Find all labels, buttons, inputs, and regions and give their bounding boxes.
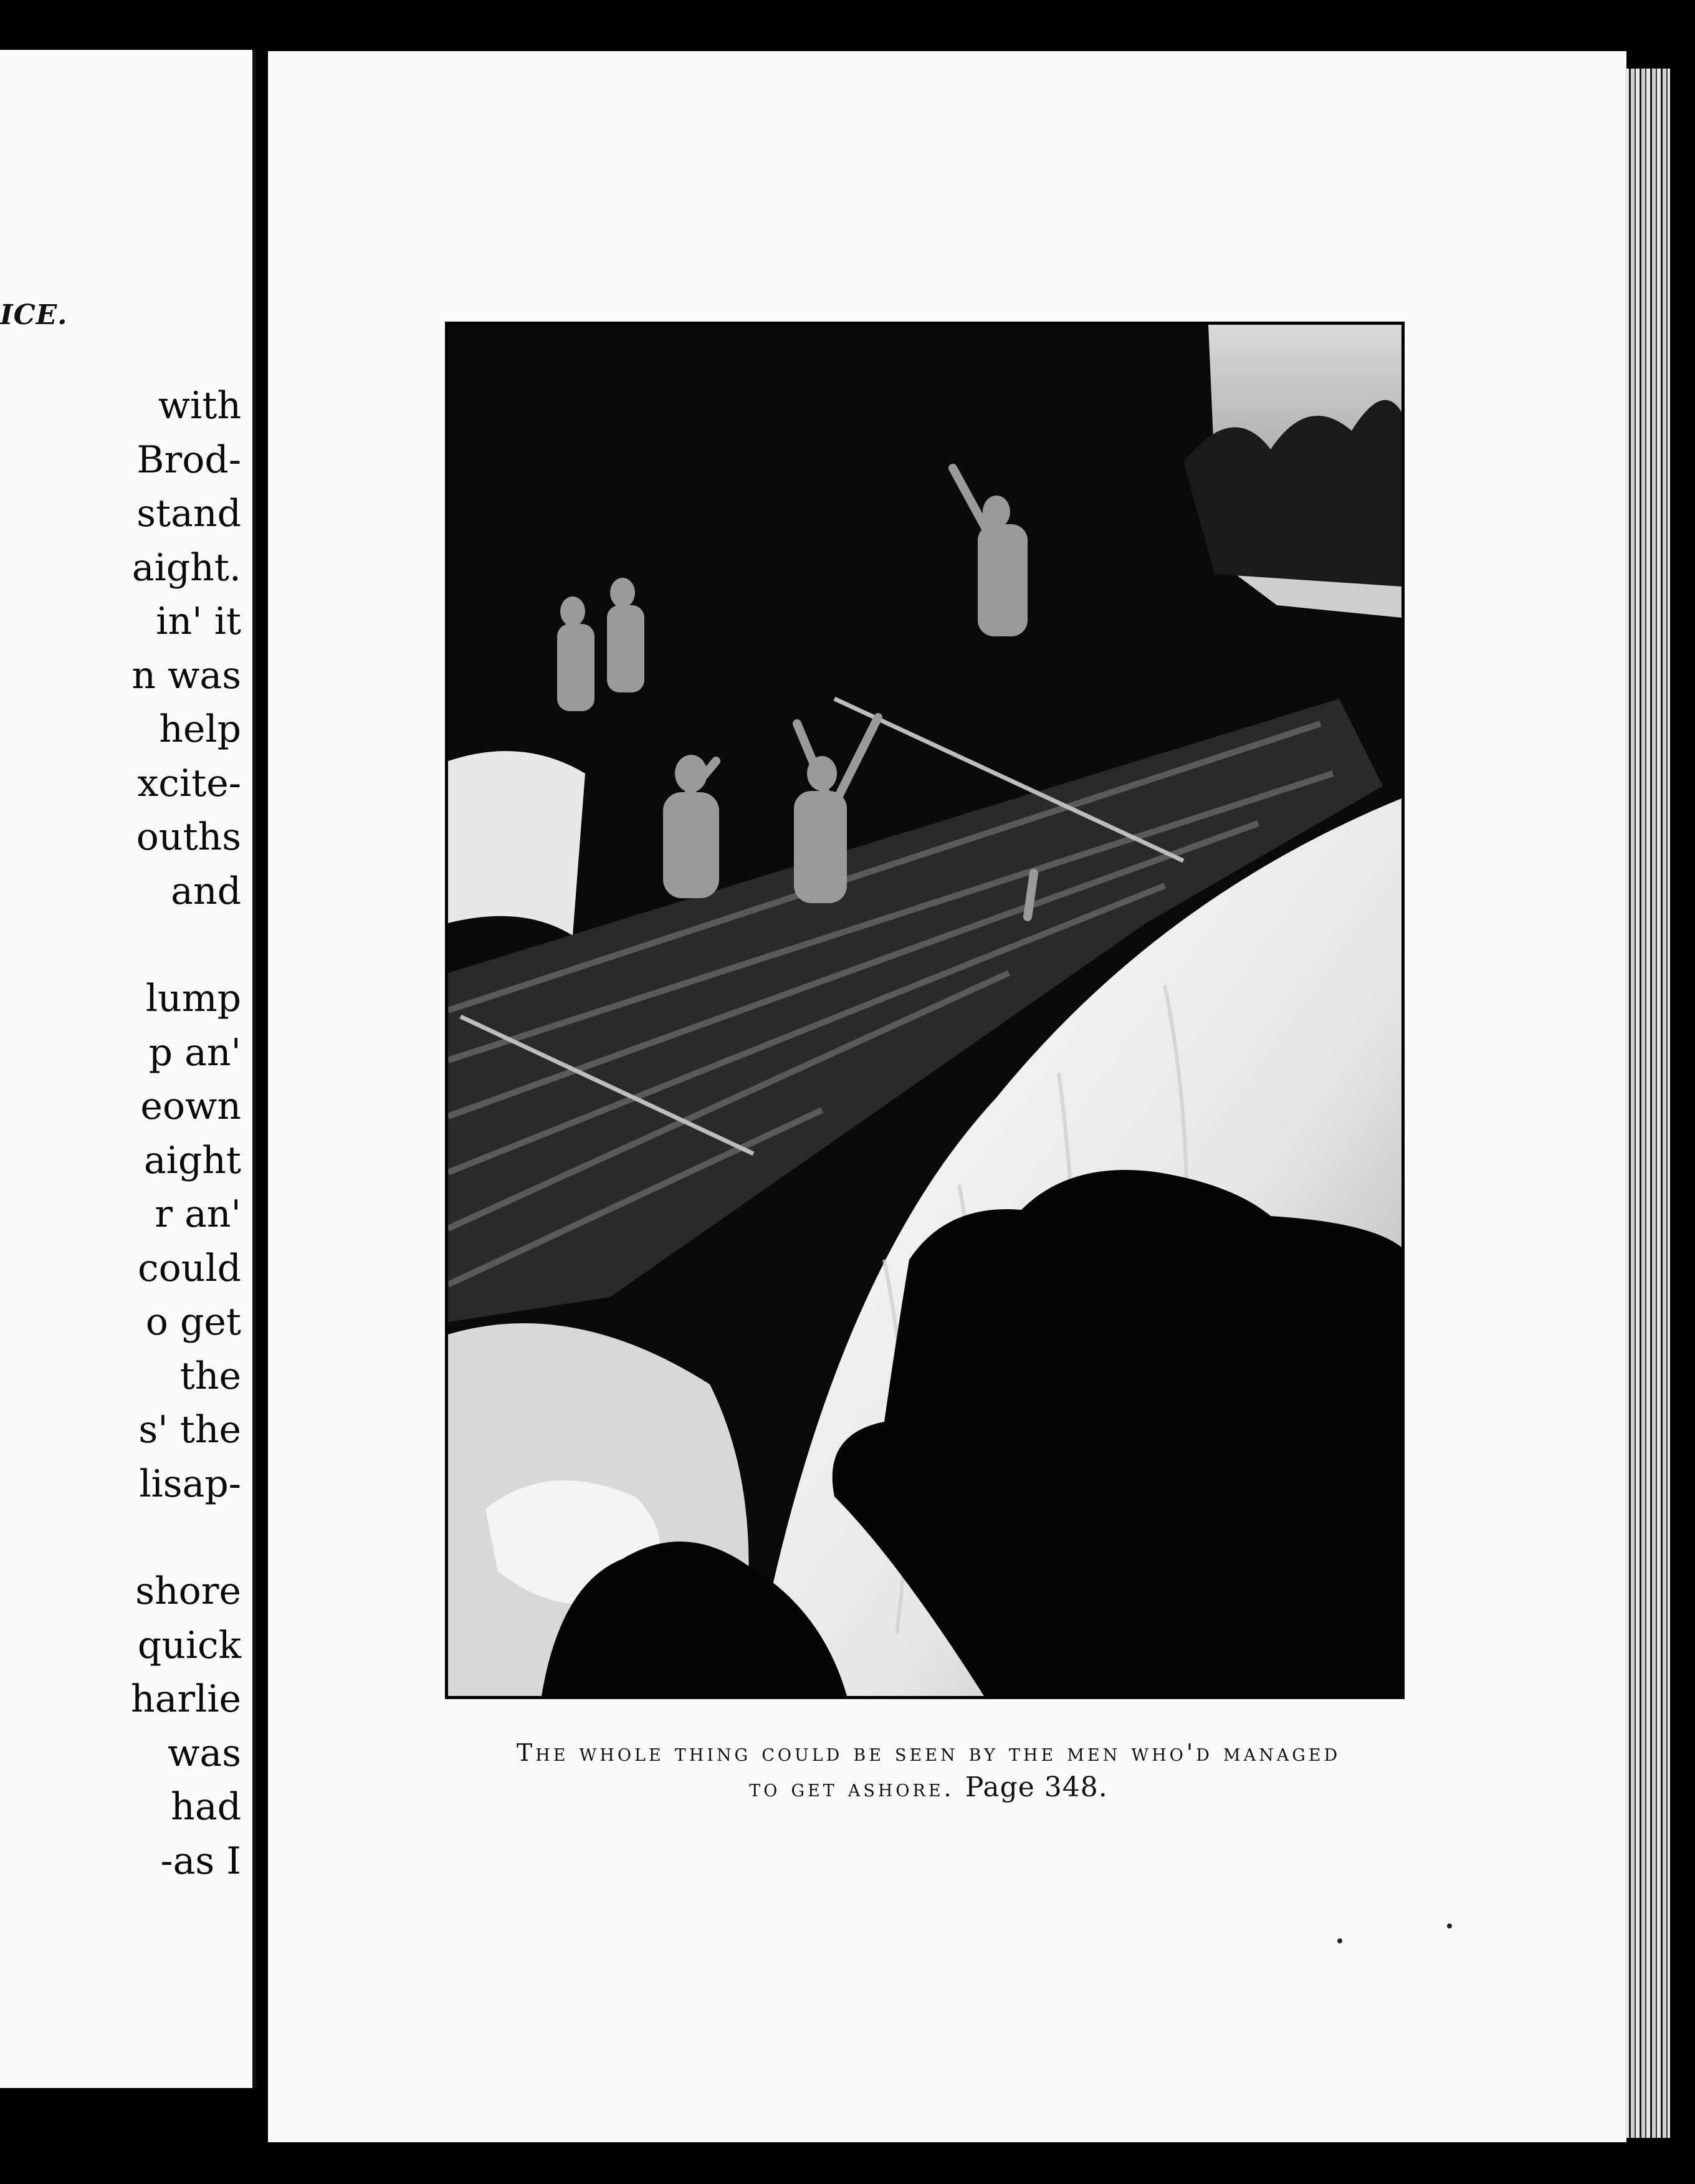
text-line: aight (143, 1138, 241, 1182)
page-edges (1625, 69, 1670, 2138)
text-line: ouths (136, 815, 241, 859)
text-line: stand (136, 492, 241, 535)
caption-line-1: The whole thing could be seen by the men who'd managed (516, 1739, 1341, 1766)
text-line: harlie (131, 1677, 241, 1721)
text-line: help (159, 707, 241, 751)
caption-line-2-text: to get ashore. (749, 1775, 955, 1802)
left-page (0, 50, 256, 2088)
illustration-plate (445, 322, 1405, 1699)
ink-speck (1337, 1938, 1342, 1943)
text-line: aight. (131, 545, 241, 590)
text-line: could (138, 1246, 241, 1290)
text-line: and (171, 869, 241, 913)
ink-speck (1447, 1923, 1452, 1928)
text-line: the (179, 1354, 241, 1398)
illustration-caption (399, 1735, 1458, 1806)
text-line: r an' (155, 1192, 241, 1236)
text-line: o get (145, 1300, 241, 1344)
text-line: was (168, 1731, 241, 1775)
text-line: lump (145, 977, 241, 1020)
caption-line-2 (399, 1770, 1458, 1806)
text-line: Brod- (136, 438, 241, 482)
page-reference: Page 348. (965, 1771, 1108, 1803)
text-line: with (158, 384, 241, 428)
text-line: quick (137, 1623, 241, 1667)
text-line: lisap- (139, 1462, 241, 1506)
running-head: ICE. (0, 299, 68, 331)
text-line: xcite- (137, 761, 241, 805)
text-line: p an' (148, 1030, 241, 1075)
text-line: shore (135, 1569, 241, 1613)
waterfall-illustration (448, 325, 1401, 1696)
text-line: had (171, 1785, 241, 1829)
text-line: n was (131, 653, 241, 697)
text-line: in' it (156, 600, 241, 643)
body-text (0, 379, 241, 1888)
text-line: eown (140, 1085, 241, 1128)
text-line: s' the (138, 1408, 241, 1452)
text-line: -as I (160, 1839, 241, 1883)
